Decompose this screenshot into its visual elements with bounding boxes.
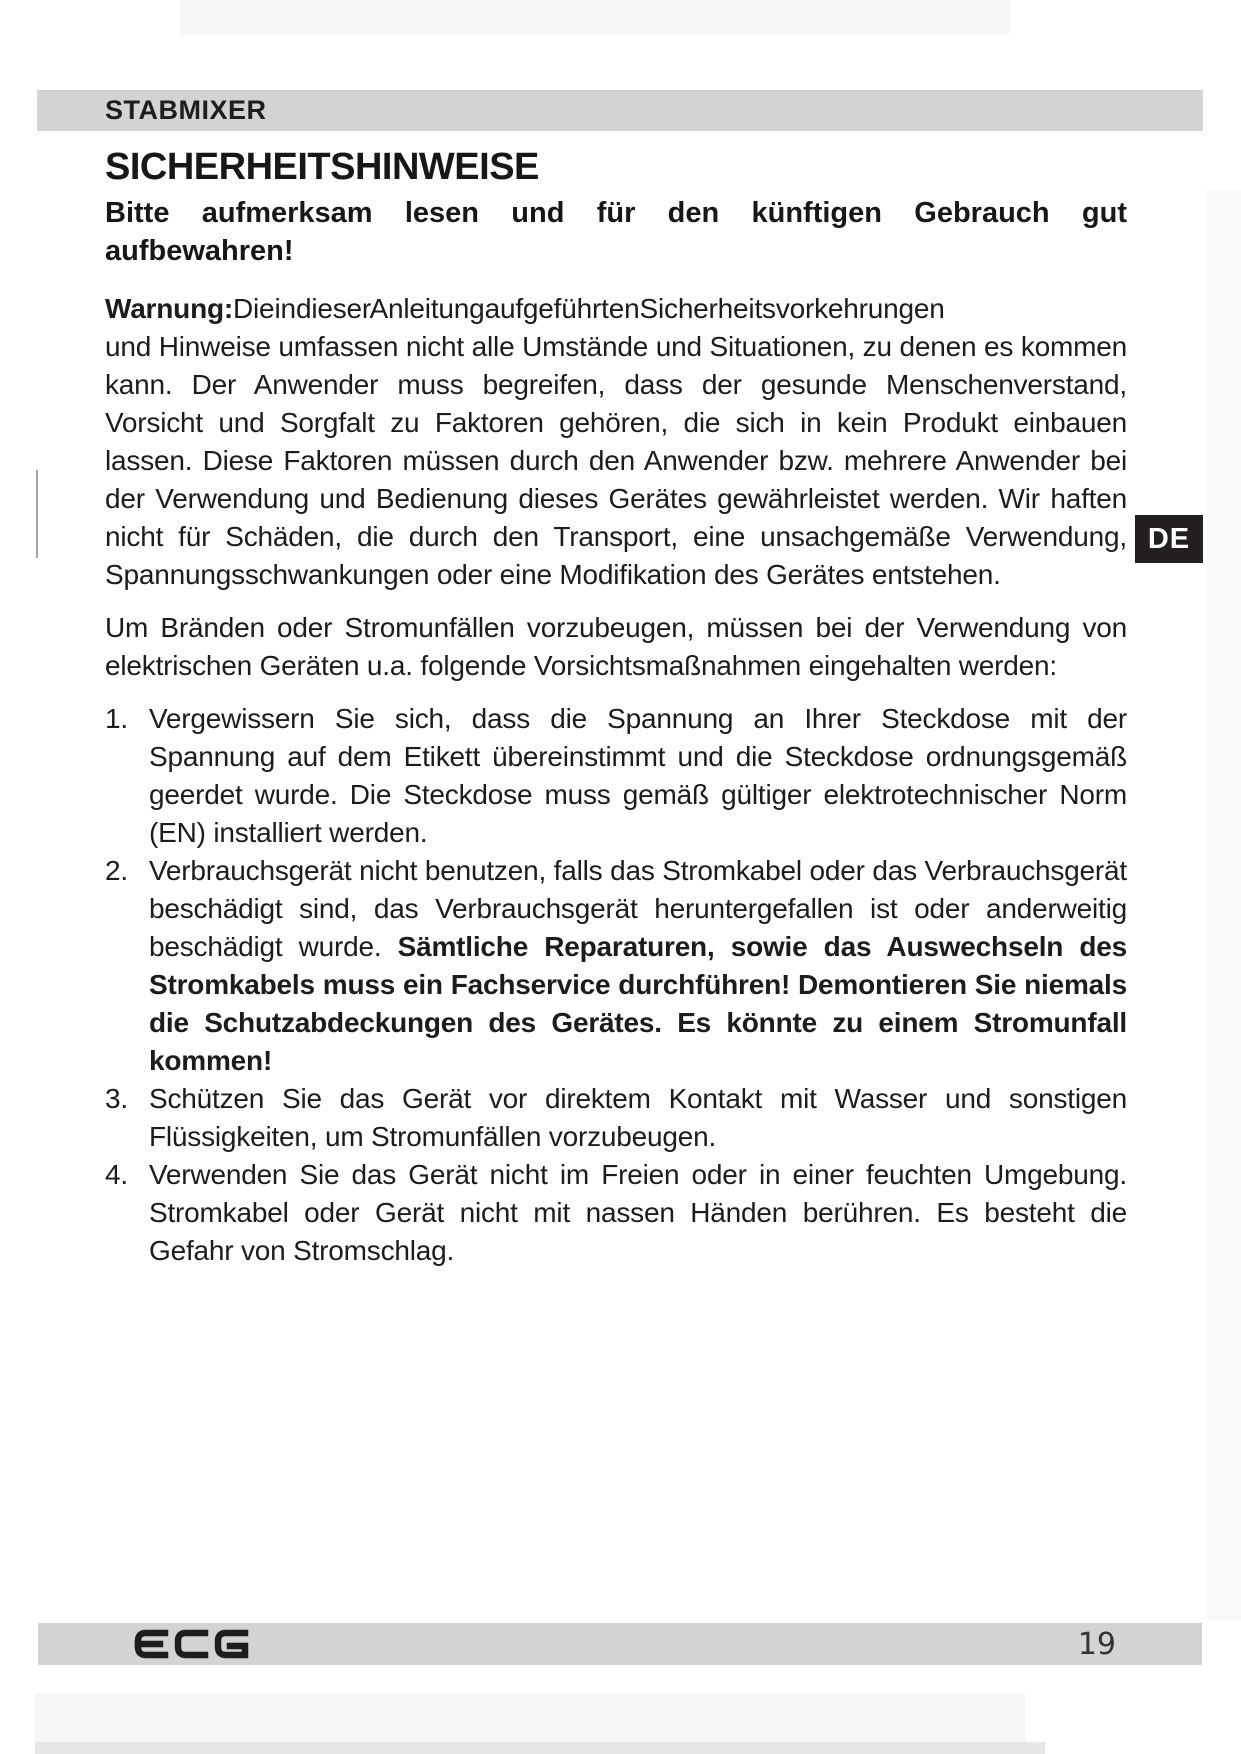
paragraph <box>105 609 1127 685</box>
safety-list-item <box>105 700 1127 852</box>
header-bar <box>37 90 1203 131</box>
margin-tick <box>36 470 38 558</box>
list-item-number: 1. <box>105 703 128 734</box>
list-item-number: 2. <box>105 855 128 886</box>
safety-list-item <box>105 852 1127 1080</box>
ecg-logo-icon <box>133 1629 251 1659</box>
page-subtitle: Bitte aufmerksam lesen und für den künftigen Gebrauch gut aufbewahren! <box>105 197 1127 267</box>
text-run: Schützen Sie das Gerät vor direktem Kontakt mit Wasser und sonstigen Flüssigkeiten, um Stromunfällen vorzubeugen. <box>149 1083 1127 1152</box>
paragraph <box>105 290 1127 594</box>
product-name-label: STABMIXER <box>105 95 267 125</box>
scan-artifact-bottom-edge <box>35 1742 1045 1754</box>
text-run: Warnung: <box>105 293 233 324</box>
scan-artifact-right <box>1207 190 1241 1620</box>
scan-artifact-top <box>180 0 1010 34</box>
safety-list-item <box>105 1156 1127 1270</box>
text-run: und Hinweise umfassen nicht alle Umstände und Situationen, zu denen es kommen kann. Der Anwender muss begreifen, dass der gesunde Menschenverstand, Vorsicht und Sorgfalt zu Faktoren gehören, die sich in kein Produkt einbauen lassen. Diese Faktoren müssen durch den Anwender bzw. mehrere Anwender bei der Verwendung und Bedienung dieses Gerätes gewährleistet werden. Wir haften nicht für Schäden, die durch den Transport, eine unsachgemäße Verwendung, Spannungsschwankungen oder eine Modifikation des Gerätes entstehen. <box>105 331 1127 590</box>
text-run: Sämtliche Reparaturen, sowie das Auswechseln des Stromkabels muss ein Fachservice durchführen! Demontieren Sie niemals die Schutzabdeckungen des Gerätes. Es könnte zu einem Stromunfall kommen! <box>149 931 1127 1076</box>
text-run: Die in dieser Anleitung aufgeführten Sicherheitsvorkehrungen <box>233 293 945 324</box>
footer-bar <box>38 1623 1202 1665</box>
text-run: Vergewissern Sie sich, dass die Spannung an Ihrer Steckdose mit der Spannung auf dem Etikett übereinstimmt und die Steckdose ordnungsgemäß geerdet wurde. Die Steckdose muss gemäß gültiger elektrotechnischer Norm (EN) installiert werden. <box>149 703 1127 848</box>
scan-artifact-bottom <box>35 1694 1025 1742</box>
safety-list-item <box>105 1080 1127 1156</box>
ecg-logo <box>133 1629 251 1659</box>
text-run: Verbrauchsgerät nicht benutzen, falls das Stromkabel oder das Verbrauchsgerät beschädigt sind, das Verbrauchsgerät heruntergefallen ist oder anderweitig beschädigt wurde. <box>149 855 1127 962</box>
language-badge: DE <box>1135 515 1203 563</box>
list-item-number: 3. <box>105 1083 128 1114</box>
list-item-number: 4. <box>105 1159 128 1190</box>
page-number: 19 <box>1077 1626 1116 1662</box>
text-run: Verwenden Sie das Gerät nicht im Freien oder in einer feuchten Umgebung. Stromkabel oder Gerät nicht mit nassen Händen berühren. Es besteht die Gefahr von Stromschlag. <box>149 1159 1127 1266</box>
safety-instructions-list <box>105 700 1127 1270</box>
page-title: SICHERHEITSHINWEISE <box>105 146 539 188</box>
text-run: Um Bränden oder Stromunfällen vorzubeugen, müssen bei der Verwendung von elektrischen Geräten u.a. folgende Vorsichtsmaßnahmen eingehalten werden: <box>105 612 1127 681</box>
body-paragraphs <box>105 290 1127 685</box>
page-content <box>105 146 1127 1270</box>
